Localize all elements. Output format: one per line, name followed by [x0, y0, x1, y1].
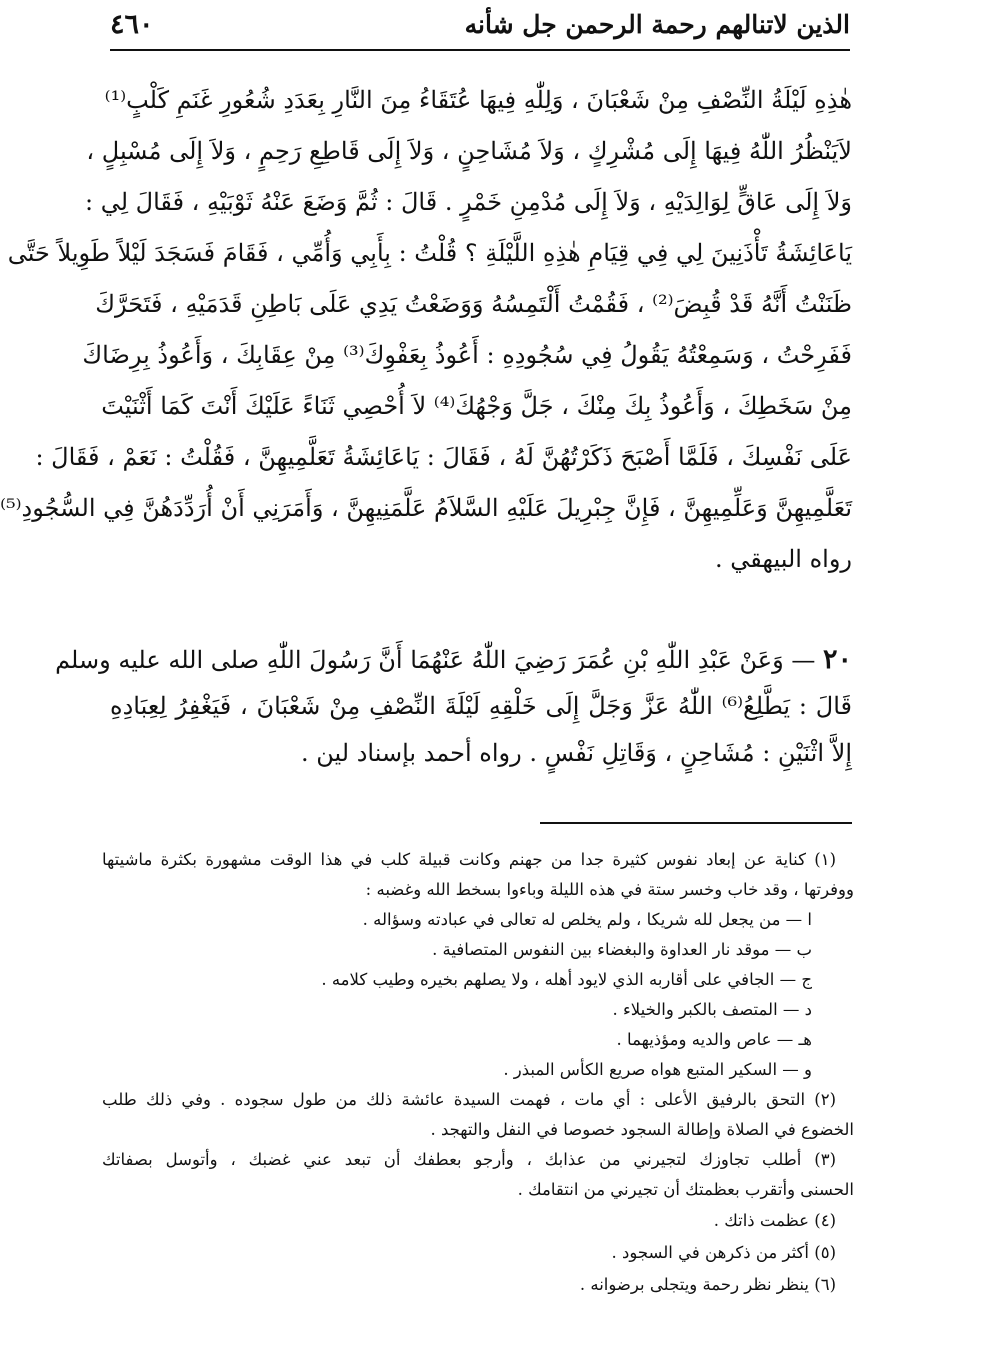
text-line: فَفَرِحْتُ ، وَسَمِعْتُهُ يَقُولُ فِي سُجُودِهِ : أَعُوذُ بِعَفْوِكَ⁽³⁾ مِنْ عِقَابِكَ ، وَأَعُوذُ بِرِضَاكَ — [82, 341, 852, 369]
footnote-separator — [540, 822, 852, 824]
footnotes — [102, 845, 854, 1301]
footnote-item: د — المتصف بالكبر والخيلاء . — [612, 1000, 812, 1019]
page-header — [110, 4, 850, 44]
text-line: وَلاَ إِلَى عَاقٍّ لِوَالِدَيْهِ ، وَلاَ إِلَى مُدْمِنِ خَمْرٍ . قَالَ : ثُمَّ وَضَعَ عَنْهُ ثَوْبَيْهِ ، فَقَالَ لِي : — [85, 188, 852, 216]
main-text — [0, 75, 852, 585]
text-line: تَعَلَّمِيهِنَّ وَعَلِّمِيهِنَّ ، فَإِنَّ جِبْرِيلَ عَلَيْهِ السَّلاَمُ عَلَّمَنِيهِنَّ ، وَأَمَرَنِي أَنْ أُرَدِّدَهُنَّ فِي السُّجُودِ⁽⁵⁾ — [0, 494, 852, 522]
text-line: إِلاَّ اثْنَيْنِ : مُشَاحِنٍ ، وَقَاتِلِ نَفْسٍ . رواه أحمد بإسناد لين . — [301, 739, 852, 767]
text-line: هٰذِهِ لَيْلَةُ النِّصْفِ مِنْ شَعْبَانَ ، وَلِلّٰهِ فِيهَا عُتَقَاءُ مِنَ النَّارِ بِعَدَدِ شُعُورِ غَنَمِ كَلْبٍ⁽¹⁾ — [104, 86, 852, 114]
hadith-number: ٢٠ — [822, 644, 852, 675]
footnote-line: (١) كناية عن إبعاد نفوس كثيرة جدا من جهنم وكانت قبيلة كلب في هذا الوقت مشهورة بكثرة ماشيتها — [102, 850, 836, 869]
text-line: لاَيَنْظُرُ اللّٰهُ فِيهَا إِلَى مُشْرِكٍ ، وَلاَ مُشَاحِنٍ ، وَلاَ إِلَى قَاطِعِ رَحِمٍ ، وَلاَ إِلَى مُسْبِلٍ ، — [86, 137, 852, 165]
text-line: مِنْ سَخَطِكَ ، وَأَعُوذُ بِكَ مِنْكَ ، جَلَّ وَجْهُكَ⁽⁴⁾ لاَ أُحْصِي ثَنَاءً عَلَيْكَ أَنْتَ كَمَا أَثْنَيْتَ — [101, 392, 852, 420]
text-line: ظَنَنْتُ أَنَّهُ قَدْ قُبِضَ⁽²⁾ ، فَقُمْتُ أَلْتَمِسُهُ وَوَضَعْتُ يَدِي عَلَى بَاطِنِ قَدَمَيْهِ ، فَتَحَرَّكَ — [95, 290, 852, 318]
footnote-item: ج — الجافي على أقاربه الذي لايود أهله ، ولا يصلهم بخيره وطيب كلامه . — [321, 970, 812, 989]
footnote-line: (٤) عظمت ذاتك . — [713, 1211, 836, 1230]
text-line: قَالَ : يَطَّلِعُ⁽⁶⁾ اللّٰهُ عَزَّ وَجَلَّ إِلَى خَلْقِهِ لَيْلَةَ النِّصْفِ مِنْ شَعْبَانَ ، فَيَغْفِرُ لِعِبَادِهِ — [110, 692, 852, 720]
running-title: الذين لاتنالهم رحمة الرحمن جل شأنه — [464, 9, 850, 39]
footnote-line: (٢) التحق بالرفيق الأعلى : أي مات ، فهمت السيدة عائشة ذلك من طول سجوده . وفي ذلك طلب — [102, 1090, 836, 1109]
hadith-20 — [55, 636, 852, 777]
header-rule — [110, 49, 850, 51]
source-attribution: رواه البيهقي . — [715, 545, 852, 573]
footnote-item: و — السكير المتبع هواه صريع الكأس المبذر . — [503, 1060, 812, 1079]
footnote-item: ا — من يجعل لله شريكا ، ولم يخلص له تعالى في عبادته وسؤاله . — [362, 910, 812, 929]
text-line: عَلَى نَفْسِكَ ، فَلَمَّا أَصْبَحَ ذَكَرْتُهُنَّ لَهُ ، فَقَالَ : يَاعَائِشَةُ تَعَلَّمِيهِنَّ ، فَقُلْتُ : نَعَمْ ، فَقَالَ : — [35, 443, 852, 471]
footnote-line: الحسنى وأتقرب بعظمتك أن تجيرني من انتقامك . — [517, 1180, 854, 1199]
footnote-item: ب — موقد نار العداوة والبغضاء بين النفوس المتصافية . — [432, 940, 812, 959]
footnote-line: الخضوع في الصلاة وإطالة السجود خصوصا في النفل والتهجد . — [430, 1120, 854, 1139]
footnote-line: (٣) أطلب تجاوزك لتجيرني من عذابك ، وأرجو بعطفك أن تبعد عني غضبك ، وأتوسل بصفاتك — [102, 1150, 836, 1169]
footnote-item: هـ — عاص والديه ومؤذيهما . — [616, 1030, 812, 1049]
footnote-line: (٥) أكثر من ذكرهن في السجود . — [611, 1243, 836, 1262]
footnote-line: (٦) ينظر نظر رحمة ويتجلى برضوانه . — [579, 1275, 836, 1294]
page-number: ٤٦٠ — [110, 8, 154, 40]
text-line: يَاعَائِشَةُ تَأْذَنِينَ لِي فِي قِيَامِ هٰذِهِ اللَّيْلَةِ ؟ قُلْتُ : بِأَبِي وَأُمِّي ، فَقَامَ فَسَجَدَ لَيْلاً طَوِيلاً حَتَّى — [7, 239, 852, 267]
footnote-line: ووفرتها ، وقد خاب وخسر ستة في هذه الليلة وباءوا بسخط الله وغضبه : — [365, 880, 854, 899]
text-line: — وَعَنْ عَبْدِ اللّٰهِ بْنِ عُمَرَ رَضِيَ اللّٰهُ عَنْهُمَا أَنَّ رَسُولَ اللّٰهِ صلى الله عليه وسلم — [55, 646, 816, 674]
